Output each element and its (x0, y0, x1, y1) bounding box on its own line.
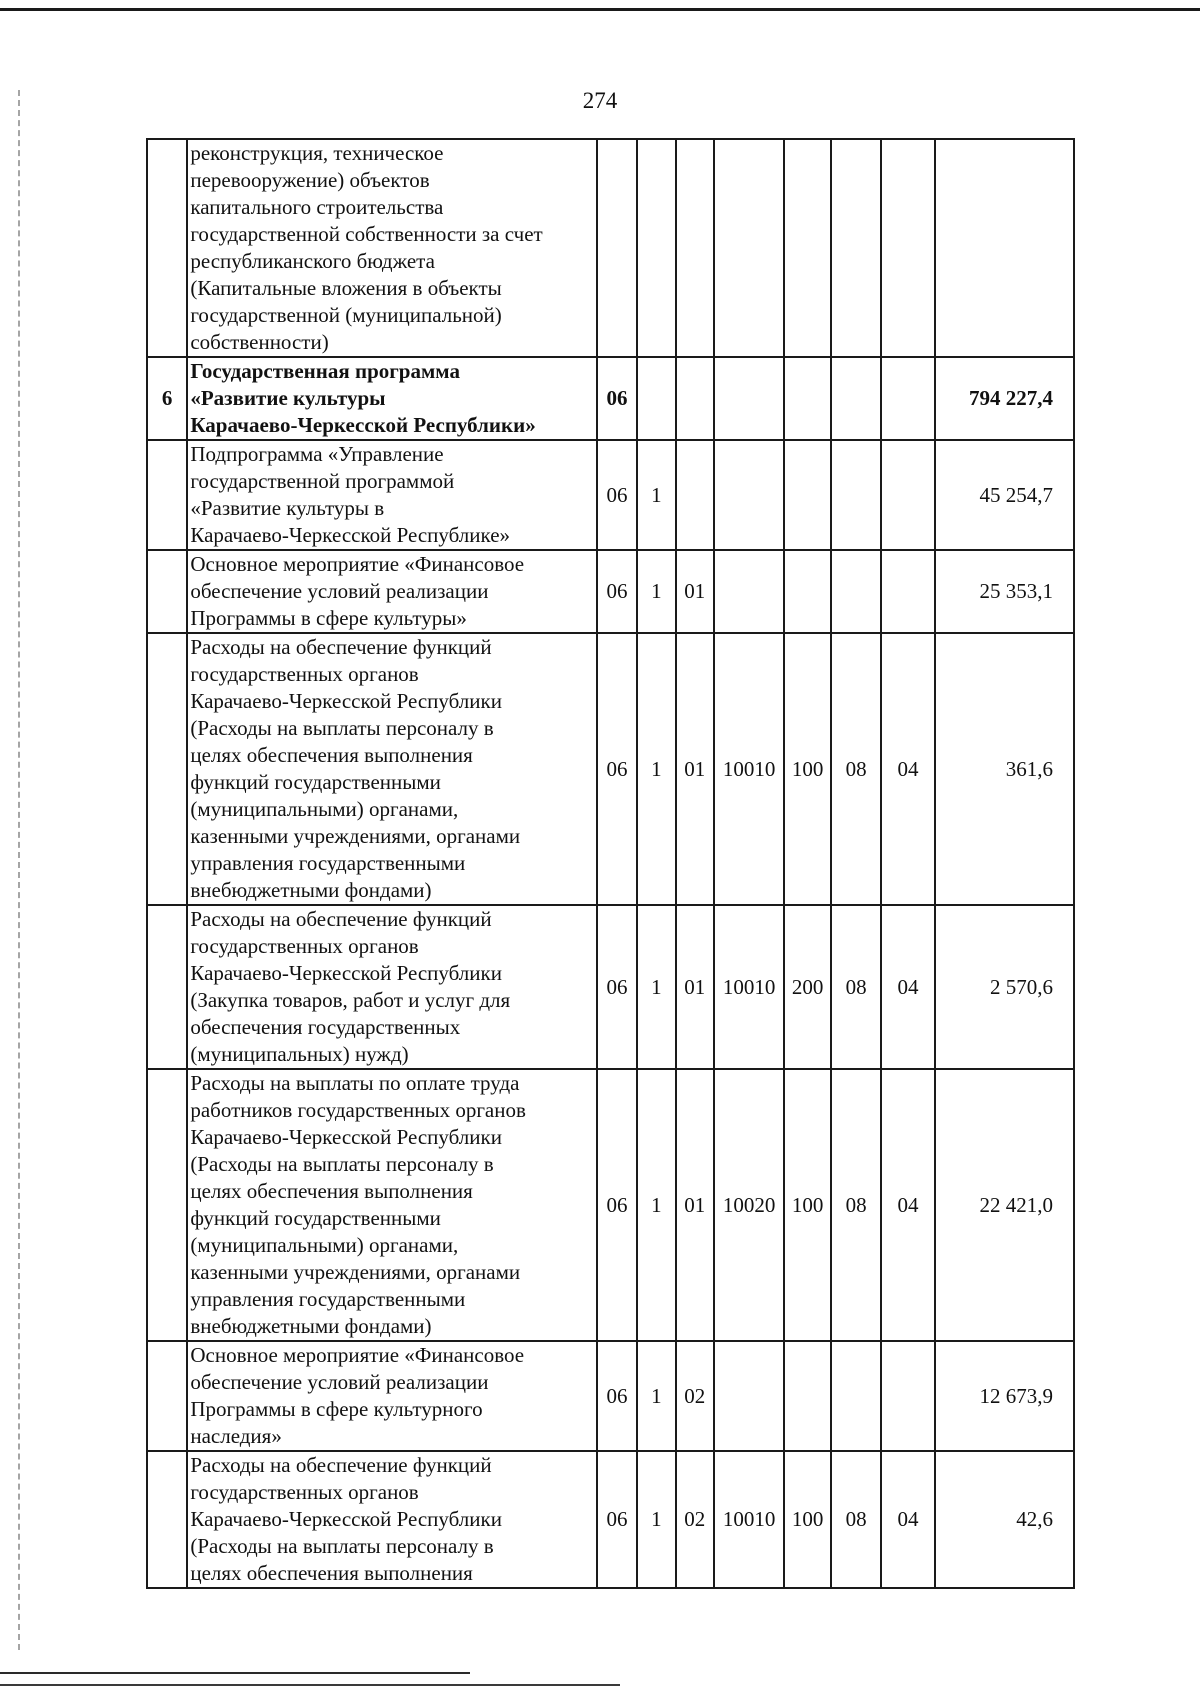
description-line: Карачаево-Черкесской Республики (190, 1507, 502, 1531)
description-line: государственной (муниципальной) (190, 303, 502, 327)
description-line: Расходы на обеспечение функций (190, 1453, 492, 1477)
amount-cell: 794 227,4 (935, 357, 1074, 440)
direction-code-cell: 10020 (714, 1069, 785, 1341)
description-cell (187, 139, 597, 357)
table-row (147, 1451, 1074, 1588)
description-line: (Расходы на выплаты персоналу в (190, 716, 494, 740)
program-code-cell: 06 (597, 1069, 637, 1341)
direction-code-cell (714, 357, 785, 440)
main-event-code-cell: 02 (676, 1451, 714, 1588)
subprogram-code-cell: 1 (637, 905, 675, 1069)
main-event-code-cell: 01 (676, 550, 714, 633)
description-line: «Развитие культуры (190, 386, 386, 410)
direction-code-cell (714, 550, 785, 633)
amount-cell: 42,6 (935, 1451, 1074, 1588)
description-line: целях обеспечения выполнения (190, 1179, 473, 1203)
expense-type-cell (784, 440, 830, 550)
main-event-code-cell (676, 357, 714, 440)
direction-code-cell (714, 1341, 785, 1451)
description-line: государственных органов (190, 1480, 419, 1504)
description-line: Карачаево-Черкесской Республики (190, 689, 502, 713)
row-number-cell (147, 139, 187, 357)
direction-code-cell (714, 440, 785, 550)
section-cell (831, 139, 881, 357)
row-number-cell (147, 1451, 187, 1588)
description-line: обеспечение условий реализации (190, 1370, 489, 1394)
subsection-cell: 04 (881, 1451, 934, 1588)
amount-cell: 22 421,0 (935, 1069, 1074, 1341)
description-line: (Капитальные вложения в объекты (190, 276, 502, 300)
direction-code-cell: 10010 (714, 633, 785, 905)
description-line: государственных органов (190, 662, 419, 686)
section-cell: 08 (831, 905, 881, 1069)
section-cell: 08 (831, 1451, 881, 1588)
subprogram-code-cell: 1 (637, 633, 675, 905)
table-row (147, 633, 1074, 905)
table-row (147, 139, 1074, 357)
description-line: Основное мероприятие «Финансовое (190, 1343, 525, 1367)
description-line: перевооружение) объектов (190, 168, 430, 192)
description-cell (187, 1451, 597, 1588)
description-line: наследия» (190, 1424, 282, 1448)
row-number-cell (147, 440, 187, 550)
description-line: работников государственных органов (190, 1098, 526, 1122)
amount-cell: 2 570,6 (935, 905, 1074, 1069)
subsection-cell: 04 (881, 1069, 934, 1341)
description-cell (187, 633, 597, 905)
description-line: государственной программой (190, 469, 455, 493)
section-cell: 08 (831, 1069, 881, 1341)
main-event-code-cell: 01 (676, 633, 714, 905)
description-cell (187, 1341, 597, 1451)
description-line: Государственная программа (190, 359, 460, 383)
subsection-cell (881, 357, 934, 440)
expense-type-cell (784, 357, 830, 440)
amount-cell: 25 353,1 (935, 550, 1074, 633)
table-row (147, 550, 1074, 633)
expense-type-cell: 200 (784, 905, 830, 1069)
subprogram-code-cell: 1 (637, 1069, 675, 1341)
description-line: Карачаево-Черкесской Республики» (190, 413, 536, 437)
table-row (147, 1341, 1074, 1451)
subsection-cell: 04 (881, 905, 934, 1069)
scan-edge-left (18, 90, 20, 1650)
description-line: функций государственными (190, 770, 441, 794)
description-line: Подпрограмма «Управление (190, 442, 444, 466)
description-line: казенными учреждениями, органами (190, 824, 521, 848)
subprogram-code-cell: 1 (637, 1451, 675, 1588)
subsection-cell (881, 550, 934, 633)
description-line: управления государственными (190, 1287, 466, 1311)
table-body (147, 139, 1074, 1588)
subprogram-code-cell: 1 (637, 440, 675, 550)
row-number-cell (147, 1069, 187, 1341)
description-line: «Развитие культуры в (190, 496, 385, 520)
scan-edge-top (0, 8, 1200, 11)
description-line: Основное мероприятие «Финансовое (190, 552, 525, 576)
table-row (147, 440, 1074, 550)
description-line: обеспечение условий реализации (190, 579, 489, 603)
description-line: (муниципальных) нужд) (190, 1042, 409, 1066)
main-event-code-cell: 01 (676, 905, 714, 1069)
expense-type-cell: 100 (784, 633, 830, 905)
scan-edge-bottom (0, 1672, 470, 1674)
subprogram-code-cell (637, 357, 675, 440)
subsection-cell (881, 1341, 934, 1451)
subprogram-code-cell (637, 139, 675, 357)
table-row (147, 1069, 1074, 1341)
description-line: обеспечения государственных (190, 1015, 461, 1039)
description-cell (187, 550, 597, 633)
description-line: (муниципальными) органами, (190, 797, 459, 821)
table-row (147, 357, 1074, 440)
description-line: (муниципальными) органами, (190, 1233, 459, 1257)
section-cell (831, 1341, 881, 1451)
description-line: (Расходы на выплаты персоналу в (190, 1152, 494, 1176)
amount-cell: 12 673,9 (935, 1341, 1074, 1451)
main-event-code-cell: 02 (676, 1341, 714, 1451)
subprogram-code-cell: 1 (637, 550, 675, 633)
subsection-cell (881, 440, 934, 550)
program-code-cell: 06 (597, 633, 637, 905)
program-code-cell: 06 (597, 357, 637, 440)
program-code-cell: 06 (597, 905, 637, 1069)
page-number: 274 (582, 88, 618, 113)
description-line: управления государственными (190, 851, 466, 875)
description-line: казенными учреждениями, органами (190, 1260, 521, 1284)
description-line: внебюджетными фондами) (190, 878, 432, 902)
description-line: собственности) (190, 330, 329, 354)
row-number-cell (147, 633, 187, 905)
amount-cell: 45 254,7 (935, 440, 1074, 550)
program-code-cell (597, 139, 637, 357)
description-line: государственной собственности за счет (190, 222, 543, 246)
table-row (147, 905, 1074, 1069)
description-cell (187, 357, 597, 440)
direction-code-cell (714, 139, 785, 357)
description-line: государственных органов (190, 934, 419, 958)
description-line: целях обеспечения выполнения (190, 743, 473, 767)
description-line: реконструкция, техническое (190, 141, 444, 165)
program-code-cell: 06 (597, 1341, 637, 1451)
expense-type-cell (784, 1341, 830, 1451)
scan-edge-bottom-2 (0, 1684, 620, 1686)
program-code-cell: 06 (597, 1451, 637, 1588)
section-cell: 08 (831, 633, 881, 905)
direction-code-cell: 10010 (714, 905, 785, 1069)
description-cell (187, 1069, 597, 1341)
main-event-code-cell (676, 440, 714, 550)
description-line: капитального строительства (190, 195, 444, 219)
expense-type-cell: 100 (784, 1451, 830, 1588)
row-number-cell: 6 (147, 357, 187, 440)
description-line: Карачаево-Черкесской Республики (190, 1125, 502, 1149)
subsection-cell (881, 139, 934, 357)
row-number-cell (147, 550, 187, 633)
description-line: (Закупка товаров, работ и услуг для (190, 988, 511, 1012)
description-line: функций государственными (190, 1206, 441, 1230)
expense-type-cell (784, 139, 830, 357)
description-cell (187, 440, 597, 550)
section-cell (831, 357, 881, 440)
amount-cell (935, 139, 1074, 357)
expense-type-cell (784, 550, 830, 633)
description-line: республиканского бюджета (190, 249, 435, 273)
subsection-cell: 04 (881, 633, 934, 905)
description-line: целях обеспечения выполнения (190, 1561, 473, 1585)
program-code-cell: 06 (597, 440, 637, 550)
direction-code-cell: 10010 (714, 1451, 785, 1588)
row-number-cell (147, 1341, 187, 1451)
description-line: (Расходы на выплаты персоналу в (190, 1534, 494, 1558)
description-line: Расходы на обеспечение функций (190, 907, 492, 931)
row-number-cell (147, 905, 187, 1069)
description-line: Программы в сфере культурного (190, 1397, 483, 1421)
description-line: Карачаево-Черкесской Республике» (190, 523, 511, 547)
main-event-code-cell: 01 (676, 1069, 714, 1341)
section-cell (831, 440, 881, 550)
description-line: Карачаево-Черкесской Республики (190, 961, 502, 985)
section-cell (831, 550, 881, 633)
description-line: Расходы на выплаты по оплате труда (190, 1071, 520, 1095)
expense-type-cell: 100 (784, 1069, 830, 1341)
description-cell (187, 905, 597, 1069)
main-event-code-cell (676, 139, 714, 357)
description-line: Расходы на обеспечение функций (190, 635, 492, 659)
budget-table (146, 138, 1075, 1589)
subprogram-code-cell: 1 (637, 1341, 675, 1451)
program-code-cell: 06 (597, 550, 637, 633)
amount-cell: 361,6 (935, 633, 1074, 905)
description-line: внебюджетными фондами) (190, 1314, 432, 1338)
description-line: Программы в сфере культуры» (190, 606, 467, 630)
